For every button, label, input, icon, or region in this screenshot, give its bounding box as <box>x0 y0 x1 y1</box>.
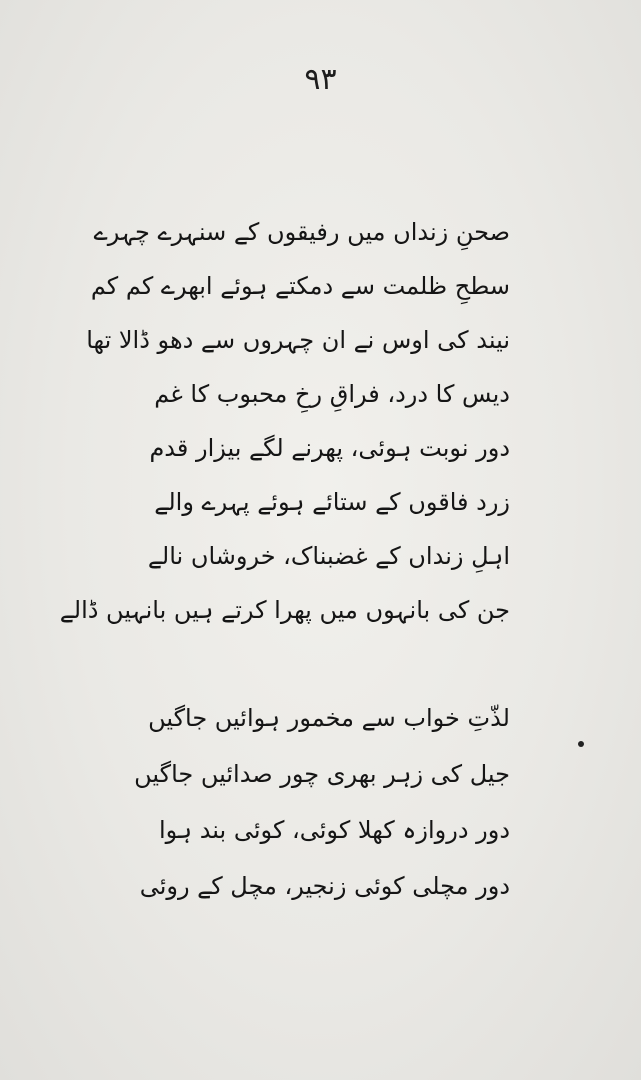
verse-line: دور دروازہ کھلا کوئی، کوئی بند ہوا <box>158 816 510 844</box>
verse-line: لذّتِ خواب سے مخمور ہوائیں جاگیں <box>148 704 510 732</box>
poem-stanza-1 <box>59 205 510 637</box>
page-number: ۹۳ <box>304 62 337 97</box>
verse-line: جیل کی زہر بھری چور صدائیں جاگیں <box>134 760 510 788</box>
verse-line: دور نوبت ہوئی، پھرنے لگے بیزار قدم <box>149 434 510 462</box>
verse-line: دور مچلی کوئی زنجیر، مچل کے روئی <box>139 872 510 900</box>
poem-stanza-2 <box>134 690 510 914</box>
verse-line: نیند کی اوس نے ان چہروں سے دھو ڈالا تھا <box>86 326 510 354</box>
verse-line: سطحِ ظلمت سے دمکتے ہوئے ابھرے کم کم <box>90 272 510 300</box>
verse-line: دیس کا درد، فراقِ رخِ محبوب کا غم <box>154 380 510 408</box>
verse-line: جن کی بانہوں میں پھرا کرتے ہیں بانہیں ڈالے <box>59 596 510 624</box>
verse-line: اہلِ زنداں کے غضبناک، خروشاں نالے <box>147 542 510 570</box>
ink-spot <box>578 741 584 747</box>
verse-line: صحنِ زنداں میں رفیقوں کے سنہرے چہرے <box>93 218 510 246</box>
verse-line: زرد فاقوں کے ستائے ہوئے پہرے والے <box>154 488 510 516</box>
